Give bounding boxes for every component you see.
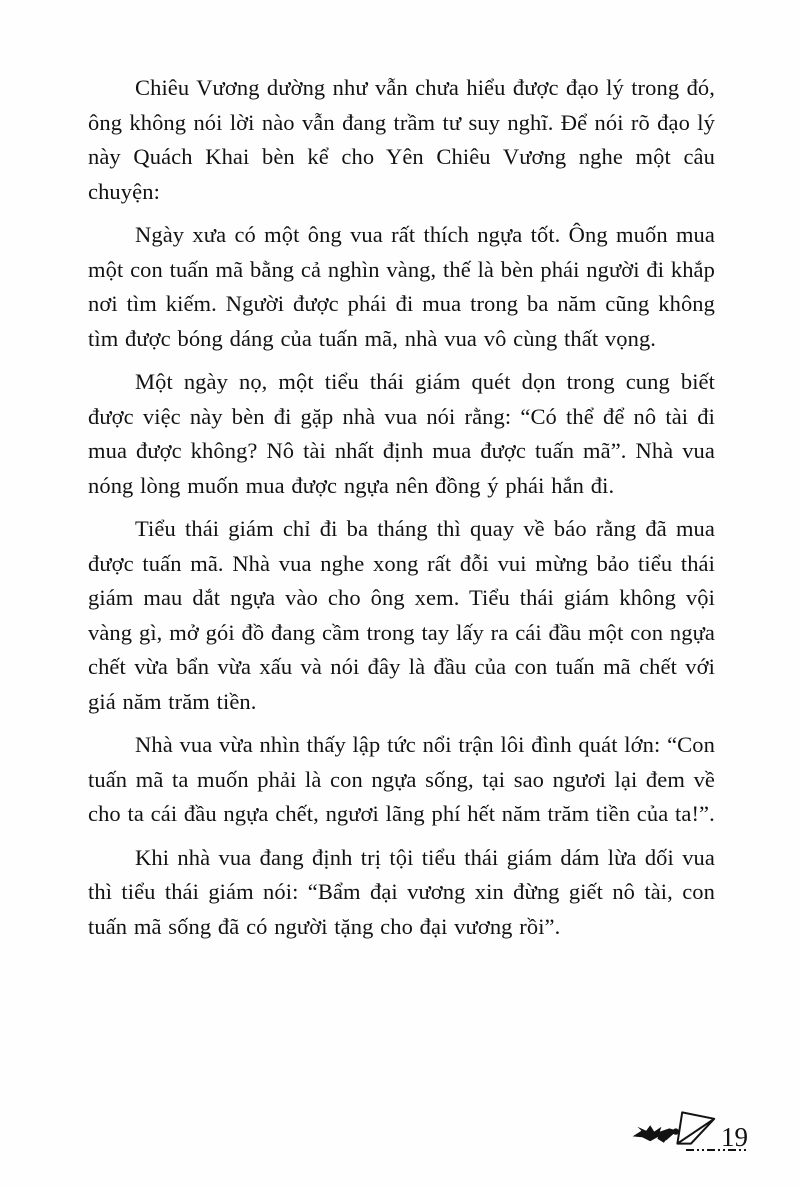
paragraph-2: Ngày xưa có một ông vua rất thích ngựa tốt. Ông muốn mua một con tuấn mã bằng cả nghìn vàng, thế là bèn phái người đi khắp nơi tìm kiếm. Người được phái đi mua trong ba năm cũng không tìm được bóng dáng của tuấn mã, nhà vua vô cùng thất vọng. — [88, 222, 715, 351]
paragraph-6: Khi nhà vua đang định trị tội tiểu thái giám dám lừa dối vua thì tiểu thái giám nói: “Bẩm đại vương xin đừng giết nô tài, con tuấn mã sống đã có người tặng cho đại vương rồi”. — [88, 844, 715, 939]
flying-horse-ornament-icon — [631, 1106, 727, 1150]
paragraph-3: Một ngày nọ, một tiểu thái giám quét dọn trong cung biết được việc này bèn đi gặp nhà vua nói rằng: “Có thể để nô tài đi mua được không? Nô tài nhất định mua được tuấn mã”. Nhà vua nóng lòng muốn mua được ngựa nên đồng ý phái hắn đi. — [88, 369, 715, 498]
story-text — [88, 71, 715, 953]
page-footer — [631, 1106, 748, 1152]
footer-dash-rule — [686, 1149, 748, 1151]
paragraph-4: Tiểu thái giám chỉ đi ba tháng thì quay về báo rằng đã mua được tuấn mã. Nhà vua nghe xong rất đỗi vui mừng bảo tiểu thái giám mau dắt ngựa vào cho ông xem. Tiểu thái giám không vội vàng gì, mở gói đồ đang cầm trong tay lấy ra cái đầu một con ngựa chết vừa bẩn vừa xấu và nói đây là đầu của con tuấn mã chết với giá năm trăm tiền. — [88, 516, 715, 714]
paragraph-1: Chiêu Vương dường như vẫn chưa hiểu được đạo lý trong đó, ông không nói lời nào vẫn đang trầm tư suy nghĩ. Để nói rõ đạo lý này Quách Khai bèn kể cho Yên Chiêu Vương nghe một câu chuyện: — [88, 75, 715, 204]
paragraph-5: Nhà vua vừa nhìn thấy lập tức nổi trận lôi đình quát lớn: “Con tuấn mã ta muốn phải là con ngựa sống, tại sao ngươi lại đem về cho ta cái đầu ngựa chết, ngươi lãng phí hết năm trăm tiền của ta!”. — [88, 732, 715, 826]
page-number: 19 — [721, 1122, 748, 1152]
